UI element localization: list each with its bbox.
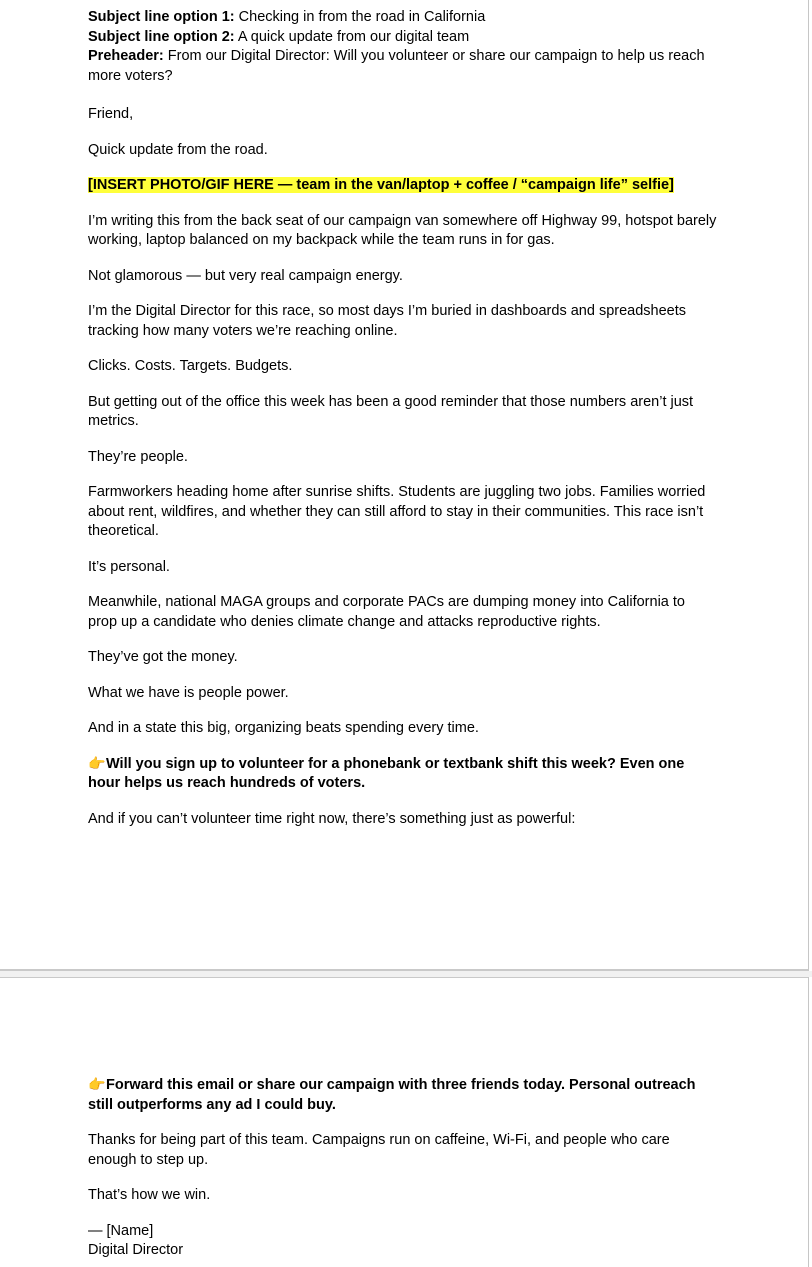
paragraph-update: Quick update from the road.: [88, 141, 268, 158]
pointing-hand-icon: 👉: [88, 754, 106, 771]
subject-line-option-1: [88, 8, 718, 28]
greeting: Friend,: [88, 106, 134, 122]
email-meta: [88, 8, 718, 86]
paragraph-win: That’s how we win.: [88, 1187, 211, 1203]
paragraph-if-cant: And if you can’t volunteer time right now, there’s something just as powerful:: [88, 810, 576, 827]
pointing-hand-icon: 👉: [88, 1076, 106, 1092]
paragraph-people: They’re people.: [88, 448, 188, 465]
photo-placeholder: [88, 176, 718, 196]
email-draft-content: [88, 8, 718, 845]
paragraph-personal: It’s personal.: [88, 558, 170, 575]
volunteer-ask-text: Will you sign up to volunteer for a phonebank or textbank shift this week? Even one hour helps us reach hundreds of voters.: [88, 755, 685, 791]
volunteer-ask: [88, 755, 718, 794]
subject-line-1-label: Subject line option 1:: [88, 9, 235, 25]
paragraph-office: But getting out of the office this week has been a good reminder that those numbers aren’t just metrics.: [88, 393, 694, 429]
forward-ask: [88, 1076, 718, 1115]
signoff-name: — [Name]: [88, 1222, 154, 1239]
subject-line-2-text: A quick update from our digital team: [237, 28, 470, 45]
photo-placeholder-text: [INSERT PHOTO/GIF HERE — team in the van/laptop + coffee / “campaign life” selfie]: [88, 177, 674, 193]
paragraph-money: They’ve got the money.: [88, 649, 238, 665]
paragraph-not-glamorous: Not glamorous — but very real campaign energy.: [88, 267, 403, 284]
preheader: [88, 47, 718, 86]
paragraph-organizing: And in a state this big, organizing beats spending every time.: [88, 720, 479, 736]
paragraph-farmworkers: Farmworkers heading home after sunrise shifts. Students are juggling two jobs. Families worried about rent, wildfires, and whether they can still afford to stay in their communities. This race isn’t theoretical.: [88, 484, 706, 539]
subject-line-2-label: Subject line option 2:: [88, 28, 235, 45]
forward-ask-text: Forward this email or share our campaign with three friends today. Personal outreach still outperforms any ad I could buy.: [88, 1077, 696, 1113]
paragraph-director: I’m the Digital Director for this race, so most days I’m buried in dashboards and spreadsheets tracking how many voters we’re reaching online.: [88, 303, 686, 339]
document-page-2: [0, 977, 809, 1267]
preheader-label: Preheader:: [88, 48, 164, 64]
paragraph-writing: I’m writing this from the back seat of our campaign van somewhere off Highway 99, hotspot barely working, laptop balanced on my backpack while the team runs in for gas.: [88, 212, 717, 248]
subject-line-option-2: [88, 28, 718, 48]
paragraph-thanks: Thanks for being part of this team. Campaigns run on caffeine, Wi-Fi, and people who care enough to step up.: [88, 1132, 670, 1168]
email-draft-content-continued: [88, 1076, 718, 1261]
subject-line-1-text: Checking in from the road in California: [238, 9, 486, 25]
paragraph-power: What we have is people power.: [88, 684, 289, 701]
paragraph-clicks: Clicks. Costs. Targets. Budgets.: [88, 358, 293, 374]
preheader-text: From our Digital Director: Will you volunteer or share our campaign to help us reach more voters?: [88, 48, 705, 84]
signoff-title: Digital Director: [88, 1242, 184, 1258]
paragraph-meanwhile: Meanwhile, national MAGA groups and corporate PACs are dumping money into California to prop up a candidate who denies climate change and attacks reproductive rights.: [88, 594, 685, 630]
